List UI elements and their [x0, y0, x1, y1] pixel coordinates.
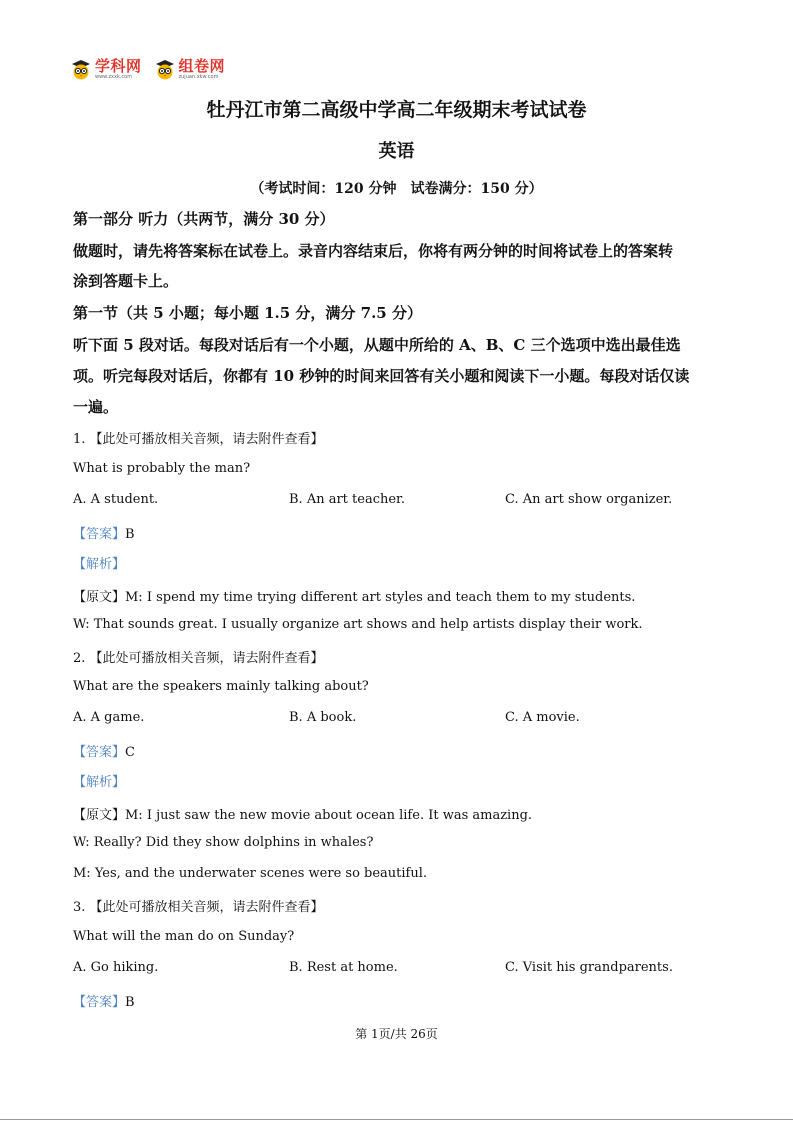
transcript-line: W: That sounds great. I usually organize art shows and help artists display their work.: [73, 617, 643, 632]
owl-icon: [70, 58, 92, 80]
question-text: What will the man do on Sunday?: [73, 929, 295, 944]
option-b[interactable]: B. A book.: [289, 710, 357, 725]
zujuan-logo[interactable]: [154, 58, 226, 80]
audio-link[interactable]: 3. 【此处可播放相关音频，请去附件查看】: [73, 900, 324, 915]
transcript-line: W: Really? Did they show dolphins in whales?: [73, 835, 374, 850]
exam-info: （考试时间：120 分钟 试卷满分：150 分）: [250, 181, 543, 197]
answer-line: [73, 991, 135, 1010]
bottom-divider: [0, 1119, 793, 1120]
logo-url: zujuan.xkw.com: [178, 73, 219, 80]
part-heading: 第一部分 听力（共两节，满分 30 分）: [73, 210, 335, 228]
answer-label: 【答案】: [73, 995, 126, 1010]
instruction-line: 一遍。: [73, 398, 119, 416]
transcript-line: M: Yes, and the underwater scenes were so beautiful.: [73, 866, 428, 881]
logo-url: www.zxxk.com: [95, 73, 133, 80]
logo-name: 组卷网: [178, 56, 226, 75]
option-b[interactable]: B. Rest at home.: [289, 960, 398, 975]
option-a[interactable]: A. Go hiking.: [73, 960, 159, 975]
page-number: 第 1页/共 26页: [355, 1027, 438, 1041]
logo-name: 学科网: [95, 56, 142, 75]
question-text: What is probably the man?: [73, 461, 251, 476]
option-c[interactable]: C. A movie.: [505, 710, 580, 725]
option-c[interactable]: C. An art show organizer.: [505, 492, 673, 507]
answer-label: 【答案】: [73, 745, 126, 760]
section-heading: 第一节（共 5 小题；每小题 1.5 分，满分 7.5 分）: [73, 304, 422, 322]
question-text: What are the speakers mainly talking about?: [73, 679, 369, 694]
logo-bar: [70, 58, 225, 80]
audio-link[interactable]: 1. 【此处可播放相关音频，请去附件查看】: [73, 432, 324, 447]
analysis-label: 【解析】: [73, 557, 126, 572]
option-a[interactable]: A. A student.: [73, 492, 159, 507]
instruction-line: 项。听完每段对话后，你都有 10 秒钟的时间来回答有关小题和阅读下一小题。每段对话仅读: [73, 367, 690, 385]
transcript-line: 【原文】M: I spend my time trying different art styles and teach them to my students.: [73, 590, 636, 605]
option-b[interactable]: B. An art teacher.: [289, 492, 405, 507]
answer-value: B: [125, 527, 135, 542]
exam-title: 牡丹江市第二高级中学高二年级期末考试试卷: [206, 99, 587, 121]
instruction-line: 做题时，请先将答案标在试卷上。录音内容结束后，你将有两分钟的时间将试卷上的答案转: [73, 242, 674, 260]
xueke-logo[interactable]: [70, 58, 142, 80]
answer-line: [73, 523, 135, 542]
audio-link[interactable]: 2. 【此处可播放相关音频，请去附件查看】: [73, 651, 324, 666]
option-a[interactable]: A. A game.: [73, 710, 145, 725]
answer-value: B: [125, 995, 135, 1010]
option-c[interactable]: C. Visit his grandparents.: [505, 960, 673, 975]
instruction-line: 听下面 5 段对话。每段对话后有一个小题，从题中所给的 A、B、C 三个选项中选出最佳选: [73, 336, 681, 354]
answer-label: 【答案】: [73, 527, 126, 542]
subject-title: 英语: [378, 141, 415, 162]
owl-icon: [154, 58, 176, 80]
transcript-line: 【原文】M: I just saw the new movie about ocean life. It was amazing.: [73, 808, 533, 823]
instruction-line: 涂到答题卡上。: [73, 272, 179, 290]
answer-value: C: [125, 745, 135, 760]
analysis-label: 【解析】: [73, 775, 126, 790]
answer-line: [73, 741, 135, 760]
